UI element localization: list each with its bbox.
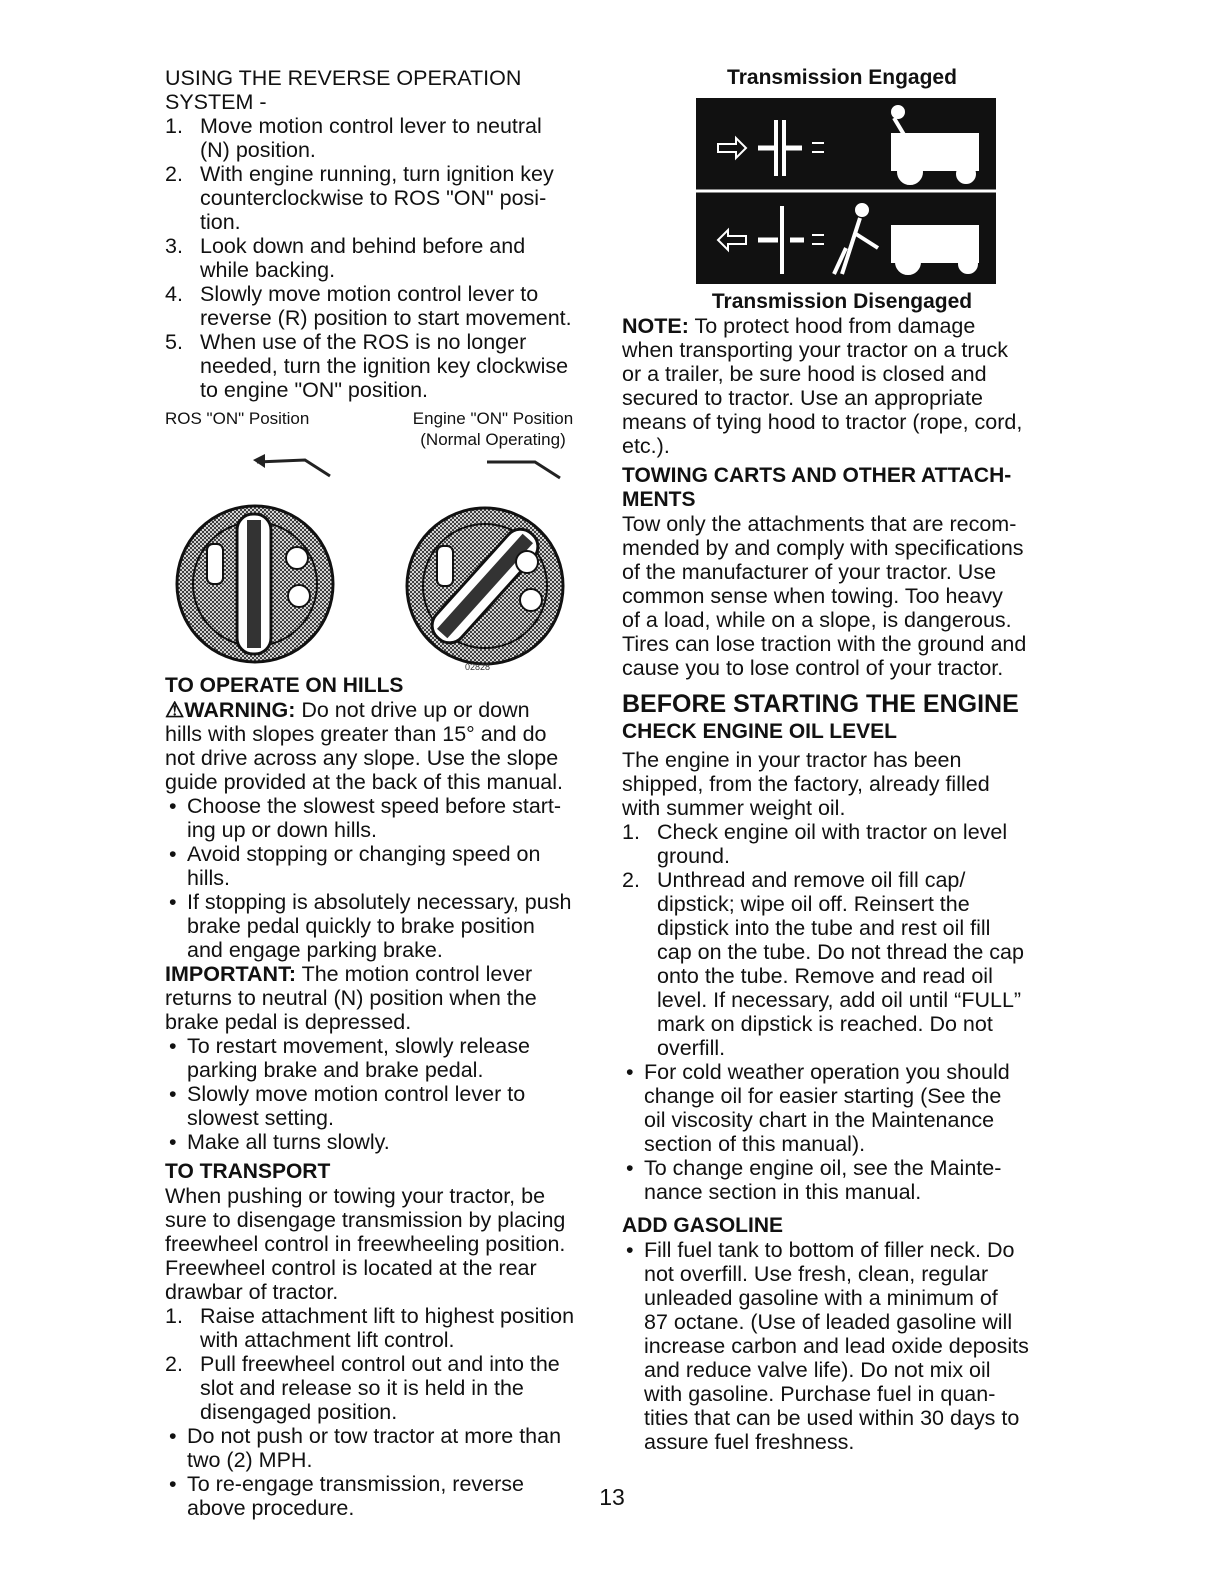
note-line: or a trailer, be sure hood is closed and: [622, 362, 987, 386]
important-line: The motion control lever: [295, 962, 533, 986]
transport-bullet-line: above procedure.: [187, 1496, 355, 1520]
engine-on-dial: [407, 462, 563, 672]
bullet-icon: •: [626, 1238, 634, 1262]
step-number: 2.: [622, 868, 640, 892]
hills-heading: TO OPERATE ON HILLS: [165, 674, 404, 697]
ros-step-line: to engine "ON" position.: [200, 378, 429, 402]
transport-step-line: disengaged position.: [200, 1400, 398, 1424]
gas-bullet-line: increase carbon and lead oxide deposits: [644, 1334, 1029, 1358]
gas-bullet: [622, 1238, 1062, 1454]
bullet-icon: •: [626, 1156, 634, 1180]
towing-line: Tires can lose traction with the ground and: [622, 632, 1027, 656]
bullet-icon: •: [169, 1130, 177, 1154]
ignition-dials-illustration: [165, 454, 600, 674]
transmission-diagram: [696, 98, 996, 284]
restart-bullet: [165, 1034, 600, 1082]
hills-bullet-line: and engage parking brake.: [187, 938, 443, 962]
ros-step: [165, 114, 600, 162]
transport-bullet-line: Do not push or tow tractor at more than: [187, 1424, 562, 1448]
transport-step-line: Raise attachment lift to highest position: [200, 1304, 575, 1328]
hills-bullet: [165, 842, 600, 890]
before-starting-heading: BEFORE STARTING THE ENGINE: [622, 690, 1019, 718]
gas-bullet-line: tities that can be used within 30 days to: [644, 1406, 1020, 1430]
hills-bullet-line: Avoid stopping or changing speed on: [187, 842, 541, 866]
ros-step-line: counterclockwise to ROS "ON" posi-: [200, 186, 547, 210]
transport-bullet-line: two (2) MPH.: [187, 1448, 313, 1472]
towing-line: Tow only the attachments that are recom-: [622, 512, 1017, 536]
oil-step-line: level. If necessary, add oil until “FULL”: [657, 988, 1022, 1012]
oil-line: The engine in your tractor has been: [622, 748, 962, 772]
step-number: 3.: [165, 234, 183, 258]
step-number: 5.: [165, 330, 183, 354]
transport-bullet-line: To re-engage transmission, reverse: [187, 1472, 524, 1496]
warning-line: hills with slopes greater than 15° and do: [165, 722, 547, 746]
gas-bullet-line: assure fuel freshness.: [644, 1430, 855, 1454]
ros-step-line: Move motion control lever to neutral: [200, 114, 542, 138]
note-line: when transporting your tractor on a truck: [622, 338, 1008, 362]
towing-heading-2: MENTS: [622, 488, 696, 511]
ros-heading-2: SYSTEM -: [165, 90, 267, 114]
ros-step: [165, 234, 600, 282]
warning-icon: ⚠: [165, 698, 185, 722]
step-number: 1.: [165, 114, 183, 138]
hills-bullets-list: [165, 794, 600, 962]
ros-step-line: reverse (R) position to start movement.: [200, 306, 572, 330]
disengaged-title: Transmission Disengaged: [711, 290, 973, 313]
oil-bullet-line: change oil for easier starting (See the: [644, 1084, 1002, 1108]
transport-step-line: Pull freewheel control out and into the: [200, 1352, 560, 1376]
hills-bullet-line: brake pedal quickly to brake position: [187, 914, 535, 938]
transport-steps-list: [165, 1304, 600, 1424]
important-paragraph: IMPORTANT: The motion control lever returns to neutral (N) position when the brake pedal is depressed.: [165, 962, 537, 1034]
oil-paragraph: [622, 748, 1062, 820]
transport-bullet: [165, 1424, 600, 1472]
oil-line: with summer weight oil.: [622, 796, 846, 820]
bullet-icon: •: [169, 1082, 177, 1106]
restart-bullet-line: Slowly move motion control lever to: [187, 1082, 526, 1106]
note-line: To protect hood from damage: [688, 314, 976, 338]
transmission-illustration: [696, 98, 996, 284]
restart-bullet: [165, 1130, 600, 1154]
step-number: 4.: [165, 282, 183, 306]
transport-step-line: with attachment lift control.: [200, 1328, 455, 1352]
restart-bullet: [165, 1082, 600, 1130]
gas-bullet-line: Fill fuel tank to bottom of filler neck. Do: [644, 1238, 1015, 1262]
oil-bullet-line: To change engine oil, see the Mainte-: [644, 1156, 1002, 1180]
oil-line: shipped, from the factory, already filled: [622, 772, 990, 796]
ros-step-line: tion.: [200, 210, 241, 234]
important-line: returns to neutral (N) position when the: [165, 986, 537, 1010]
hills-bullet-line: If stopping is absolutely necessary, push: [187, 890, 572, 914]
engaged-title: Transmission Engaged: [727, 66, 957, 89]
warning-line: guide provided at the back of this manual.: [165, 770, 564, 794]
hills-bullet-line: ing up or down hills.: [187, 818, 378, 842]
ros-step-line: Look down and behind before and: [200, 234, 526, 258]
gas-bullets-list: [622, 1238, 1062, 1454]
oil-step-line: cap on the tube. Do not thread the cap: [657, 940, 1024, 964]
step-number: 2.: [165, 1352, 183, 1376]
towing-line: cause you to lose control of your tractor.: [622, 656, 1004, 680]
transport-line: drawbar of tractor.: [165, 1280, 339, 1304]
bullet-icon: •: [169, 842, 177, 866]
ros-step-line: (N) position.: [200, 138, 316, 162]
transport-line: freewheel control in freewheeling position.: [165, 1232, 566, 1256]
oil-step-line: Unthread and remove oil fill cap/: [657, 868, 966, 892]
restart-bullet-line: parking brake and brake pedal.: [187, 1058, 484, 1082]
left-column: [165, 66, 600, 1520]
ros-step-line: Slowly move motion control lever to: [200, 282, 539, 306]
step-number: 1.: [622, 820, 640, 844]
right-column: [622, 66, 1062, 1454]
transport-line: sure to disengage transmission by placing: [165, 1208, 566, 1232]
transport-paragraph: [165, 1184, 600, 1304]
figure-code: 02828: [465, 662, 491, 672]
bullet-icon: •: [169, 794, 177, 818]
oil-bullet-line: section of this manual).: [644, 1132, 866, 1156]
ros-step-line: needed, turn the ignition key clockwise: [200, 354, 569, 378]
oil-bullet-line: oil viscosity chart in the Maintenance: [644, 1108, 995, 1132]
oil-step-line: Check engine oil with tractor on level: [657, 820, 1008, 844]
oil-step-line: dipstick into the tube and rest oil fill: [657, 916, 991, 940]
ros-steps-list: [165, 114, 600, 402]
bullet-icon: •: [169, 890, 177, 914]
oil-step-line: onto the tube. Remove and read oil: [657, 964, 993, 988]
hills-bullet-line: hills.: [187, 866, 231, 890]
towing-line: of the manufacturer of your tractor. Use: [622, 560, 997, 584]
oil-heading: CHECK ENGINE OIL LEVEL: [622, 720, 897, 743]
oil-step: [622, 820, 1062, 868]
oil-bullets-list: [622, 1060, 1062, 1204]
step-number: 1.: [165, 1304, 183, 1328]
dial-captions: [165, 408, 600, 452]
gas-bullet-line: not overfill. Use fresh, clean, regular: [644, 1262, 989, 1286]
ros-step-line: When use of the ROS is no longer: [200, 330, 527, 354]
oil-step-line: overfill.: [657, 1036, 726, 1060]
note-line: secured to tractor. Use an appropriate: [622, 386, 983, 410]
gas-bullet-line: with gasoline. Purchase fuel in quan-: [644, 1382, 996, 1406]
oil-step-line: dipstick; wipe oil off. Reinsert the: [657, 892, 970, 916]
restart-bullets-list: [165, 1034, 600, 1154]
bullet-icon: •: [169, 1472, 177, 1496]
bullet-icon: •: [626, 1060, 634, 1084]
towing-line: common sense when towing. Too heavy: [622, 584, 1003, 608]
important-line: brake pedal is depressed.: [165, 1010, 412, 1034]
hills-bullet: [165, 794, 600, 842]
oil-step-line: mark on dipstick is reached. Do not: [657, 1012, 993, 1036]
warning-paragraph: ⚠WARNING: Do not drive up or down hills with slopes greater than 15° and do not drive across any slope. Use the slope guide provided at the back of this manual.: [165, 698, 564, 794]
towing-paragraph: [622, 512, 1062, 680]
page-number: 13: [599, 1484, 625, 1510]
ros-step: [165, 330, 600, 402]
restart-bullet-line: To restart movement, slowly release: [187, 1034, 530, 1058]
hills-bullet-line: Choose the slowest speed before start-: [187, 794, 562, 818]
ros-step: [165, 162, 600, 234]
gas-bullet-line: unleaded gasoline with a minimum of: [644, 1286, 998, 1310]
ros-on-dial: [177, 454, 333, 662]
transport-step: [165, 1352, 600, 1424]
oil-bullet-line: For cold weather operation you should: [644, 1060, 1010, 1084]
oil-bullet: [622, 1060, 1062, 1156]
caption-ros-position: ROS "ON" Position: [165, 409, 310, 428]
towing-heading-1: TOWING CARTS AND OTHER ATTACH-: [622, 464, 1012, 487]
step-number: 2.: [165, 162, 183, 186]
gas-bullet-line: and reduce valve life). Do not mix oil: [644, 1358, 991, 1382]
transport-step: [165, 1304, 600, 1352]
transport-line: Freewheel control is located at the rear: [165, 1256, 537, 1280]
oil-bullet-line: nance section in this manual.: [644, 1180, 922, 1204]
caption-engine-position: Engine "ON" Position (Normal Operating): [412, 409, 574, 449]
warning-line: not drive across any slope. Use the slope: [165, 746, 559, 770]
ros-step: [165, 282, 600, 330]
note-line: means of tying hood to tractor (rope, cord,: [622, 410, 1023, 434]
transport-step-line: slot and release so it is held in the: [200, 1376, 524, 1400]
oil-step-line: ground.: [657, 844, 730, 868]
restart-bullet-line: Make all turns slowly.: [187, 1130, 390, 1154]
oil-bullet: [622, 1156, 1062, 1204]
gas-heading: ADD GASOLINE: [622, 1214, 784, 1237]
ros-step-line: while backing.: [200, 258, 336, 282]
ros-heading-1: USING THE REVERSE OPERATION: [165, 66, 522, 90]
restart-bullet-line: slowest setting.: [187, 1106, 334, 1130]
oil-steps-list: [622, 820, 1062, 1060]
transport-line: When pushing or towing your tractor, be: [165, 1184, 546, 1208]
gas-bullet-line: 87 octane. (Use of leaded gasoline will: [644, 1310, 1013, 1334]
warning-line: Do not drive up or down: [295, 698, 530, 722]
transport-heading: TO TRANSPORT: [165, 1160, 331, 1183]
note-line: etc.).: [622, 434, 670, 458]
bullet-icon: •: [169, 1034, 177, 1058]
note-paragraph: NOTE: To protect hood from damage when transporting your tractor on a truck or a trailer, be sure hood is closed and secured to tractor. Use an appropriate means of tying hood to tractor (rope, cord, etc.).: [622, 314, 1023, 458]
oil-step: [622, 868, 1062, 1060]
towing-line: mended by and comply with specifications: [622, 536, 1024, 560]
ros-step-line: With engine running, turn ignition key: [200, 162, 554, 186]
bullet-icon: •: [169, 1424, 177, 1448]
ignition-dials-figure: [165, 454, 600, 674]
hills-bullet: [165, 890, 600, 962]
towing-line: of a load, while on a slope, is dangerous.: [622, 608, 1012, 632]
